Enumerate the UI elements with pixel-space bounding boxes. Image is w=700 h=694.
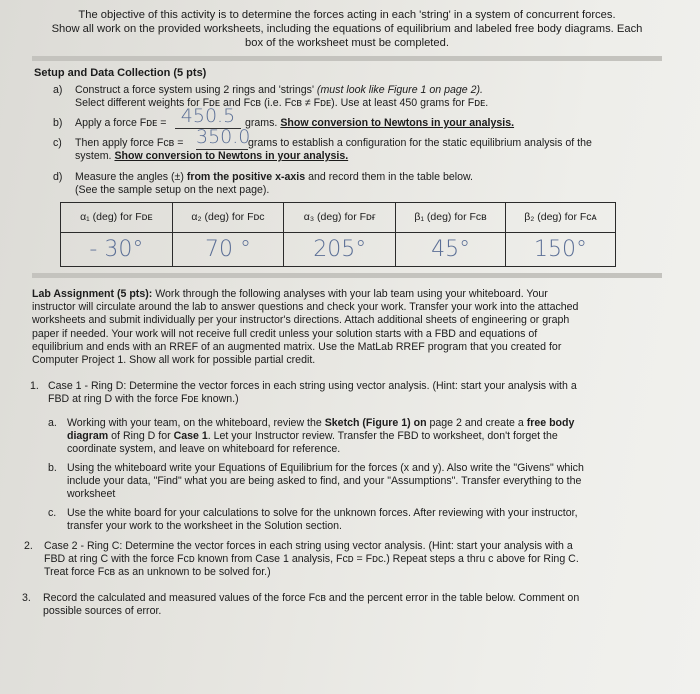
setup-b-grams: grams. (245, 117, 278, 129)
item-2-line1: Case 2 - Ring C: Determine the vector forces in each string using vector analysis. (Hint: start your analysis with a (44, 540, 573, 552)
item-1a-line3: coordinate system, and leave on whiteboard for reference. (67, 443, 341, 455)
intro-paragraph (32, 8, 662, 50)
item-2-line3: Treat force Fᴄʙ as an unknown to be solved for.) (44, 566, 271, 578)
header-beta2: β₂ (deg) for Fᴄᴀ (505, 203, 615, 233)
item-1a-free-body: free body (526, 417, 575, 429)
angles-table-header-row (61, 203, 616, 233)
setup-d-label: d) (53, 171, 63, 183)
item-1c-line1: Use the white board for your calculations to solve for the unknown forces. After reviewing with your instructor, (67, 507, 578, 519)
item-1a-line1-pre: Working with your team, on the whiteboard, review the (67, 417, 325, 429)
setup-d-line1 (75, 171, 473, 184)
setup-c-label: c) (53, 137, 62, 149)
item-2-number: 2. (24, 540, 33, 552)
lab-assignment-paragraph (32, 288, 672, 367)
setup-d-line1-bold: from the positive x-axis (186, 171, 306, 183)
item-3-line2: possible sources of error. (43, 605, 162, 617)
item-1a-line1 (67, 417, 574, 430)
setup-a-line2: Select different weights for Fᴅᴇ and Fᴄʙ (i.e. Fᴄʙ ≠ Fᴅᴇ). Use at least 450 grams for Fᴅᴇ. (75, 97, 489, 109)
lab-line-6: Computer Project 1. Show all work for possible partial credit. (32, 354, 316, 367)
lab-line-4: paper if needed. Your work will not receive full credit unless your solution starts with a FBD and equations of (32, 327, 538, 340)
item-1-line1: Case 1 - Ring D: Determine the vector forces in each string using vector analysis. (Hint: start your analysis with a (48, 380, 577, 392)
intro-line-2: Show all work on the provided worksheets, including the equations of equilibrium and labeled free body diagrams. Each (51, 23, 643, 35)
header-alpha3: α₃ (deg) for Fᴅғ (284, 203, 396, 233)
setup-b-text (75, 117, 166, 130)
item-1a-line2-post: . Let your Instructor review. Transfer the FBD to worksheet, don't forget the (207, 430, 558, 442)
lab-line-1 (32, 288, 672, 301)
value-alpha3[interactable]: 205° (284, 233, 396, 267)
setup-a-label: a) (53, 84, 63, 96)
setup-c-pre: Then apply force Fᴄʙ = (75, 137, 184, 149)
setup-c-line2 (75, 150, 348, 163)
item-1a-sketch-ref: Sketch (Figure 1) on (324, 417, 427, 429)
force-fde-handwritten: 450.5 (175, 104, 241, 129)
header-alpha1: α₁ (deg) for Fᴅᴇ (61, 203, 173, 233)
item-1b-label: b. (48, 462, 57, 474)
angles-table (60, 202, 616, 267)
force-fcb-handwritten: 350.0 (196, 126, 251, 148)
setup-b-label: b) (53, 117, 63, 129)
setup-d-line1-pre: Measure the angles (±) (75, 171, 187, 183)
angles-table-value-row (61, 233, 616, 267)
lab-line-2: instructor will circulate around the lab to answer questions and check your work. Transfer your work into the attached (32, 301, 579, 314)
setup-b-pre: Apply a force Fᴅᴇ = (75, 117, 167, 129)
header-beta1: β₁ (deg) for Fᴄʙ (396, 203, 506, 233)
item-1a-line2 (67, 430, 558, 443)
item-3-line1: Record the calculated and measured values of the force Fᴄʙ and the percent error in the table below. Comment on (43, 592, 580, 604)
lab-line-3: worksheets and submit individually per your instructor's directions. Attach additional sheets of engineering or graph (32, 314, 570, 327)
item-1c-label: c. (48, 507, 57, 519)
setup-c-post: grams to establish a configuration for the static equilibrium analysis of the (248, 137, 592, 149)
setup-a-line1 (75, 84, 483, 97)
item-2-line2: FBD at ring C with the force Fᴄᴅ known from Case 1 analysis, Fᴄᴅ = Fᴅᴄ.) Repeat steps a thru c above for Ring C. (44, 553, 579, 565)
intro-line-1: The objective of this activity is to determine the forces acting in each 'string' in a system of concurrent forces. (78, 9, 616, 21)
item-1a-label: a. (48, 417, 57, 429)
item-1b-line2: include your data, "Find" what you are being asked to find, and your "Assumptions". Transfer everything to the (67, 475, 582, 487)
value-alpha1[interactable]: - 30° (61, 233, 173, 267)
item-1-line2: FBD at ring D with the force Fᴅᴇ known.) (48, 393, 239, 405)
setup-b-conversion-note: Show conversion to Newtons in your analysis. (280, 117, 515, 129)
setup-d-line1-post: and record them in the table below. (305, 171, 473, 183)
lab-line-5: equilibrium and ends with an RREF of an augmented matrix. Use the MatLab RREF program that you created for (32, 340, 562, 353)
item-1a-line1-mid: page 2 and create a (426, 417, 527, 429)
intro-line-3: box of the worksheet must be completed. (245, 37, 449, 49)
setup-d-line2: (See the sample setup on the next page). (75, 184, 270, 196)
setup-c-line2-text: system. (75, 150, 112, 162)
item-1a-line2-rest: of Ring D for (108, 430, 174, 442)
value-alpha2[interactable]: 70 ° (172, 233, 284, 267)
item-3-number: 3. (22, 592, 31, 604)
divider-top (32, 56, 662, 61)
setup-c-conversion-note: Show conversion to Newtons in your analysis. (114, 150, 349, 162)
value-beta2[interactable]: 150° (505, 233, 615, 267)
item-1b-line1: Using the whiteboard write your Equations of Equilibrium for the forces (x and y). Also write the "Givens" which (67, 462, 584, 474)
setup-a-line1-italic: (must look like Figure 1 on page 2). (316, 84, 483, 96)
header-alpha2: α₂ (deg) for Fᴅᴄ (172, 203, 284, 233)
lab-line-1-text: Work through the following analyses with your lab team using your whiteboard. Your (152, 288, 548, 300)
lab-heading: Lab Assignment (5 pts): (32, 288, 153, 300)
item-1b-line3: worksheet (67, 488, 116, 500)
setup-heading: Setup and Data Collection (5 pts) (34, 67, 207, 79)
setup-b-post (245, 117, 514, 130)
item-1a-diagram: diagram (67, 430, 109, 442)
value-beta1[interactable]: 45° (396, 233, 506, 267)
item-1-number: 1. (30, 380, 39, 392)
setup-a-line1-text: Construct a force system using 2 rings and 'strings' (75, 84, 317, 96)
divider-middle (32, 273, 662, 278)
item-1a-case1: Case 1 (173, 430, 208, 442)
item-1c-line2: transfer your work to the worksheet in the Solution section. (67, 520, 342, 532)
